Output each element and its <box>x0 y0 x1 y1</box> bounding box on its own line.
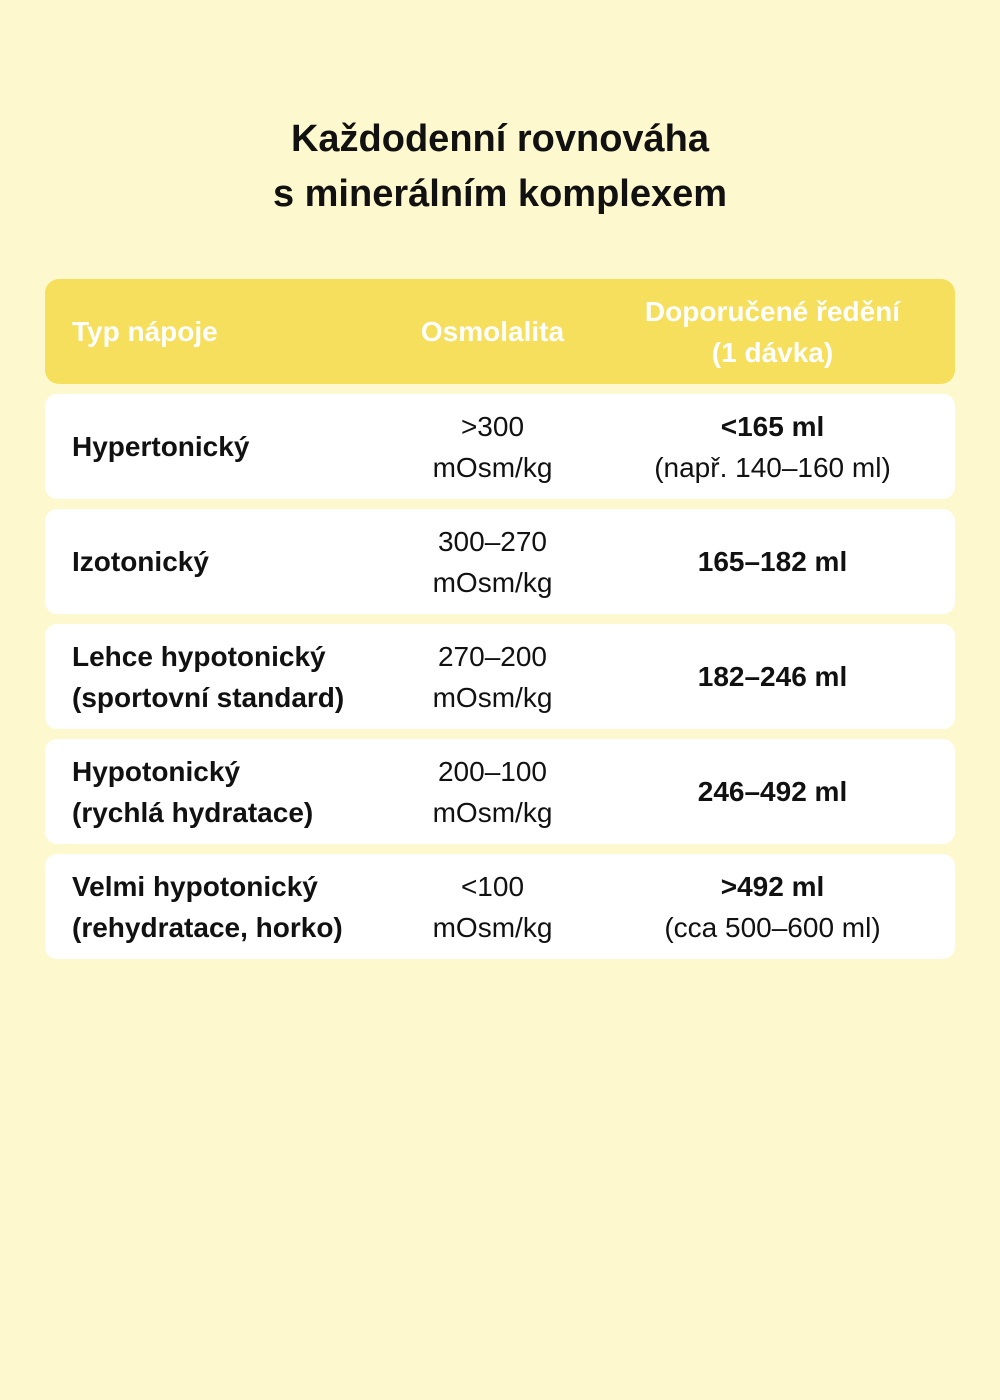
drink-type-cell <box>45 866 395 948</box>
table-row <box>45 854 955 959</box>
dilution-value: >492 ml <box>720 870 825 902</box>
osmolality-unit: mOsm/kg <box>432 566 553 598</box>
dilution-cell <box>590 866 955 948</box>
drink-type-name: Velmi hypotonický <box>72 870 318 902</box>
dilution-value: 246–492 ml <box>697 776 848 807</box>
osmolality-value: >300 <box>460 410 525 442</box>
osmolality-value: 200–100 <box>437 755 547 787</box>
drink-type-note: (sportovní standard) <box>72 681 345 713</box>
page-title-line-1: Každodenní rovnováha <box>290 118 710 160</box>
page-title <box>0 112 1000 222</box>
table-row <box>45 509 955 614</box>
drink-type-name: Izotonický <box>72 546 209 577</box>
drink-type-name: Hypotonický <box>72 755 241 787</box>
header-dilution-line-2: (1 dávka) <box>711 336 834 368</box>
header-dilution <box>590 291 955 373</box>
drink-type-cell <box>45 636 395 718</box>
osmolality-unit: mOsm/kg <box>432 681 553 713</box>
dilution-cell <box>590 656 955 697</box>
drink-type-cell <box>45 426 395 467</box>
drink-type-note: (rehydratace, horko) <box>72 911 343 943</box>
drink-type-note: (rychlá hydratace) <box>72 796 314 828</box>
dilution-value: 165–182 ml <box>697 546 848 577</box>
osmolality-cell <box>395 521 590 603</box>
header-type: Typ nápoje <box>72 316 218 347</box>
drink-type-cell <box>45 751 395 833</box>
dilution-value: <165 ml <box>720 410 825 442</box>
drink-type-name: Hypertonický <box>72 431 250 462</box>
osmolality-value: <100 <box>460 870 525 902</box>
osmolality-unit: mOsm/kg <box>432 911 553 943</box>
osmolality-table <box>45 279 955 969</box>
osmolality-cell <box>395 636 590 718</box>
header-osmolality: Osmolalita <box>420 316 565 347</box>
dilution-value: 182–246 ml <box>697 661 848 692</box>
table-row <box>45 624 955 729</box>
osmolality-cell <box>395 866 590 948</box>
osmolality-value: 270–200 <box>437 640 547 672</box>
dilution-cell <box>590 771 955 812</box>
page-title-line-2: s minerálním komplexem <box>272 173 728 215</box>
dilution-cell <box>590 541 955 582</box>
table-header <box>45 279 955 384</box>
osmolality-unit: mOsm/kg <box>432 796 553 828</box>
osmolality-unit: mOsm/kg <box>432 451 553 483</box>
dilution-note: (cca 500–600 ml) <box>664 911 881 943</box>
osmolality-cell <box>395 751 590 833</box>
dilution-cell <box>590 406 955 488</box>
osmolality-value: 300–270 <box>437 525 547 557</box>
dilution-note: (např. 140–160 ml) <box>654 451 891 483</box>
drink-type-name: Lehce hypotonický <box>72 640 326 672</box>
osmolality-cell <box>395 406 590 488</box>
drink-type-cell <box>45 541 395 582</box>
header-dilution-line-1: Doporučené ředění <box>644 295 901 327</box>
table-row <box>45 394 955 499</box>
table-row <box>45 739 955 844</box>
